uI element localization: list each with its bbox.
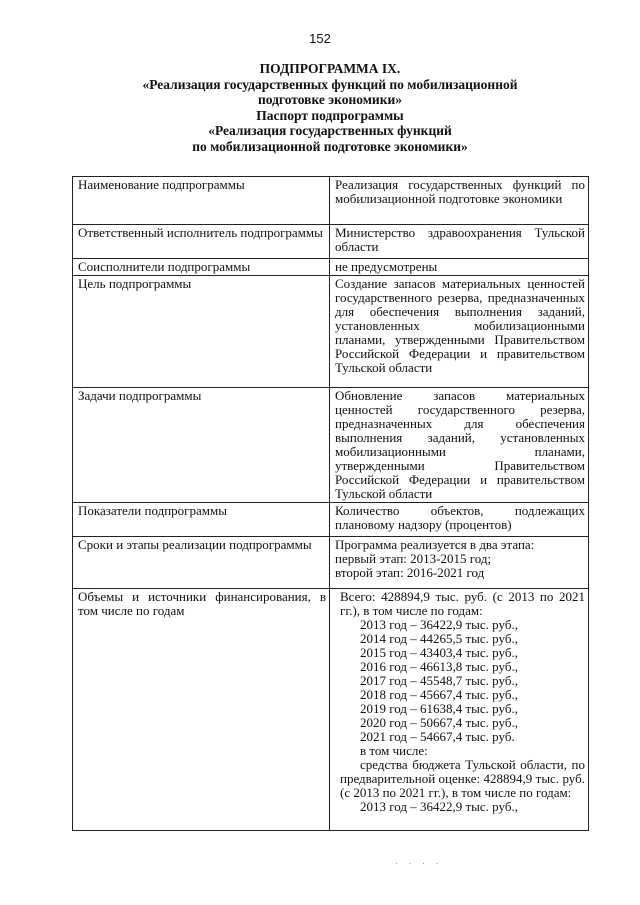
row-label: Цель подпрограммы — [73, 276, 330, 388]
passport-table — [72, 176, 589, 831]
table-row-coexecutors — [73, 259, 589, 276]
funding-year-2019: 2019 год – 61638,4 тыс. руб., — [360, 701, 518, 716]
row-label: Задачи подпрограммы — [73, 388, 330, 503]
funding-year-2018: 2018 год – 45667,4 тыс. руб., — [360, 687, 518, 702]
heading-line-4: Паспорт подпрограммы — [256, 107, 404, 123]
row-label: Сроки и этапы реализации подпрограммы — [73, 537, 330, 589]
funding-including: в том числе: — [360, 743, 428, 758]
stages-line-3: второй этап: 2016-2021 год — [335, 565, 485, 580]
row-value: Обновление запасов материальных ценностей государственного резерва, предназначенных для обеспечения выполнения заданий, установленных мобилизационными планами, утвержденными Правительством Российской Федерации и правительством Тульской области — [330, 388, 589, 503]
heading-line-3: подготовке экономики» — [257, 92, 403, 107]
funding-budget: средства бюджета Тульской области, по предварительной оценке: 428894,9 тыс. руб. (с 2013 по 2021 гг.), в том числе по годам: — [340, 757, 585, 800]
row-label: Ответственный исполнитель подпрограммы — [73, 225, 330, 259]
row-label: Показатели подпрограммы — [73, 503, 330, 537]
funding-year-2014: 2014 год – 44265,5 тыс. руб., — [360, 631, 518, 646]
heading-line-5: «Реализация государственных функций — [208, 123, 452, 138]
page-number: 152 — [309, 31, 331, 46]
heading-line-2: «Реализация государственных функций по мобилизационной — [142, 76, 518, 92]
table-row-goal — [73, 276, 589, 388]
row-label: Объемы и источники финансирования, в том числе по годам — [73, 589, 330, 831]
row-value — [330, 537, 589, 589]
table-row-tasks — [73, 388, 589, 503]
funding-year-2015: 2015 год – 43403,4 тыс. руб., — [360, 645, 518, 660]
heading-line-1: ПОДПРОГРАММА IX. — [259, 61, 401, 76]
row-value: не предусмотрены — [330, 259, 589, 276]
stages-line-1: Программа реализуется в два этапа: — [335, 537, 535, 552]
row-label: Наименование подпрограммы — [73, 177, 330, 225]
funding-year-2020: 2020 год – 50667,4 тыс. руб., — [360, 715, 518, 730]
funding-total: Всего: 428894,9 тыс. руб. (с 2013 по 2021 гг.), в том числе по годам: — [340, 589, 585, 618]
row-value: Создание запасов материальных ценностей государственного резерва, предназначенных для обеспечения выполнения заданий, установленных мобилизационными планами, утвержденными Правительством Российской Федерации и правительством Тульской области — [330, 276, 589, 388]
row-value — [330, 589, 589, 831]
stages-line-2: первый этап: 2013-2015 год; — [335, 551, 492, 566]
funding-year-2017: 2017 год – 45548,7 тыс. руб., — [360, 673, 518, 688]
table-row-name — [73, 177, 589, 225]
funding-budget-year-2013: 2013 год – 36422,9 тыс. руб., — [360, 799, 518, 814]
table-row-funding — [73, 589, 589, 831]
row-value: Министерство здравоохранения Тульской области — [330, 225, 589, 259]
table-row-indicators — [73, 503, 589, 537]
table-row-responsible — [73, 225, 589, 259]
subprogram-heading — [110, 61, 550, 154]
scan-dots: · · · · — [395, 858, 443, 868]
funding-year-2013: 2013 год – 36422,9 тыс. руб., — [360, 617, 518, 632]
heading-line-6: по мобилизационной подготовке экономики» — [192, 138, 468, 154]
row-value: Количество объектов, подлежащих плановому надзору (процентов) — [330, 503, 589, 537]
funding-year-2016: 2016 год – 46613,8 тыс. руб., — [360, 659, 518, 674]
row-value: Реализация государственных функций по мобилизационной подготовке экономики — [330, 177, 589, 225]
funding-year-2021: 2021 год – 54667,4 тыс. руб. — [360, 729, 515, 744]
table-row-stages — [73, 537, 589, 589]
row-label: Соисполнители подпрограммы — [73, 259, 330, 276]
